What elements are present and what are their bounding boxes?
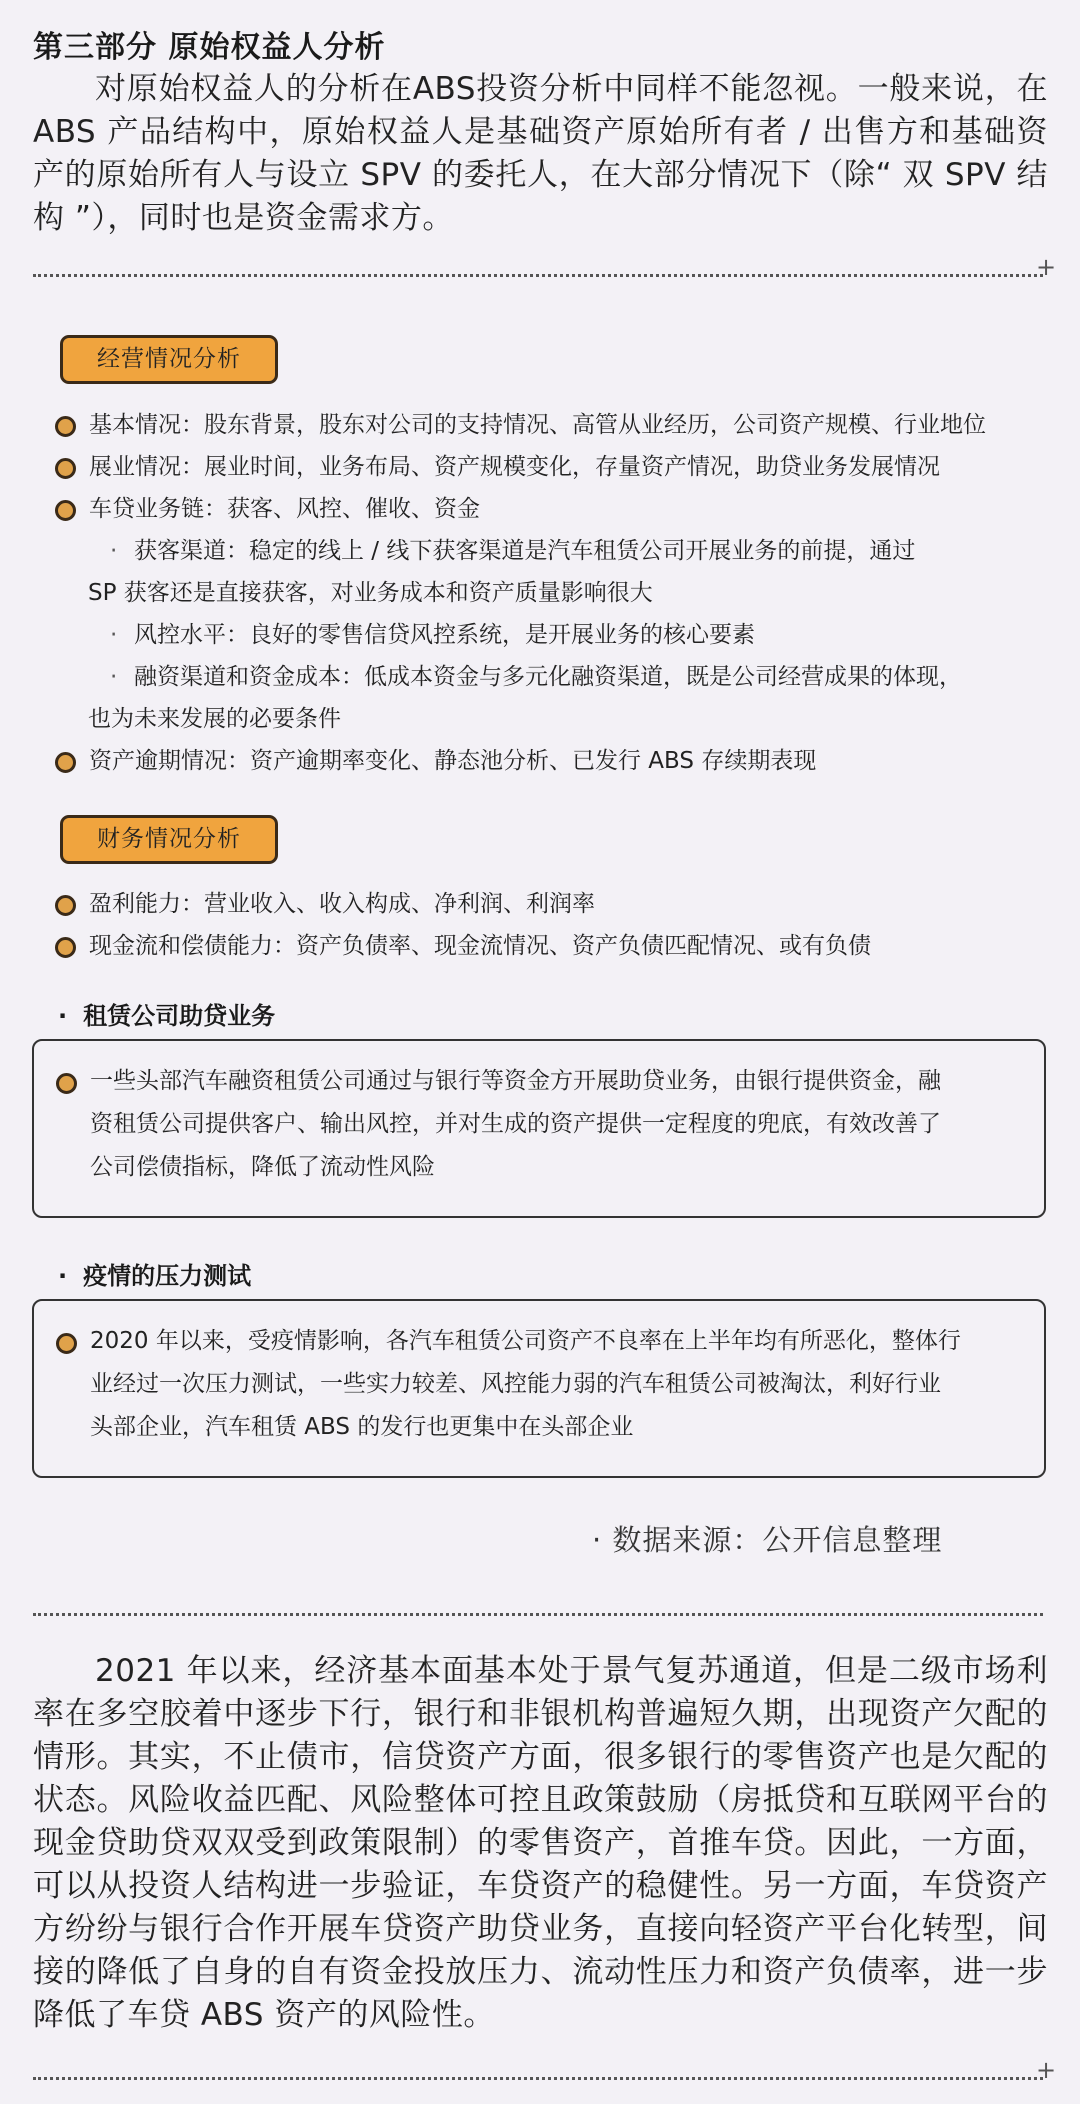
bullet-icon bbox=[56, 1073, 77, 1094]
bullet-icon bbox=[56, 1333, 77, 1354]
sub-list-item-continuation: 也为未来发展的必要条件 bbox=[88, 706, 341, 732]
sub-bullet-icon: · bbox=[110, 664, 118, 690]
stress-test-box-text: 2020 年以来，受疫情影响，各汽车租赁公司资产不良率在上半年均有所恶化，整体行 业经过一次压力测试，一些实力较差、风控能力弱的汽车租赁公司被淘汰，利好行业 头部企业，汽车租赁 ABS 的发行也更集中在头部企业 bbox=[90, 1328, 961, 1440]
sub-list-item: · 获客渠道：稳定的线上 / 线下获客渠道是汽车租赁公司开展业务的前提，通过 bbox=[110, 530, 1045, 572]
sub-list-item: · 融资渠道和资金成本：低成本资金与多元化融资渠道，既是公司经营成果的体现， bbox=[110, 656, 1045, 698]
closing-paragraph: 2021 年以来，经济基本面基本处于景气复苏通道，但是二级市场利率在多空胶着中逐步下行，银行和非银机构普遍短久期，出现资产欠配的情形。其实，不止债市，信贷资产方面，很多银行的零售资产也是欠配的状态。风险收益匹配、风险整体可控且政策鼓励（房抵贷和互联网平台的现金贷助贷双双受到政策限制）的零售资产，首推车贷。因此，一方面，可以从投资人结构进一步验证，车贷资产的稳健性。另一方面，车贷资产方纷纷与银行合作开展车贷资产助贷业务，直接向轻资产平台化转型，间接的降低了自身的自有资金投放压力、流动性压力和资产负债率，进一步降低了车贷 ABS 资产的风险性。 bbox=[33, 1653, 1048, 2033]
leasing-heading: · 租赁公司助贷业务 bbox=[58, 1002, 276, 1030]
sub-bullet-icon: · bbox=[110, 538, 118, 564]
sub-list-item: · 风控水平：良好的零售信贷风控系统，是开展业务的核心要素 bbox=[110, 614, 1045, 656]
dotted-divider bbox=[33, 1613, 1043, 1616]
heading-bullet-icon: · bbox=[58, 1262, 68, 1290]
list-item: 资产逾期情况：资产逾期率变化、静态池分析、已发行 ABS 存续期表现 bbox=[55, 740, 1035, 782]
bullet-icon bbox=[55, 937, 76, 958]
data-source-note: · 数据来源：公开信息整理 bbox=[592, 1523, 943, 1557]
intro-paragraph: 对原始权益人的分析在ABS投资分析中同样不能忽视。一般来说，在 ABS 产品结构中，原始权益人是基础资产原始所有者 / 出售方和基础资产的原始所有人与设立 SPV 的委托人，在大部分情况下（除“ 双 SPV 结构 ”），同时也是资金需求方。 bbox=[33, 71, 1048, 236]
dotted-divider bbox=[33, 2077, 1043, 2080]
list-item: 车贷业务链：获客、风控、催收、资金 bbox=[55, 488, 1035, 530]
sub-list-item-continuation: SP 获客还是直接获客，对业务成本和资产质量影响很大 bbox=[88, 580, 653, 606]
plus-icon: + bbox=[1036, 2056, 1057, 2084]
sub-bullet-icon: · bbox=[110, 622, 118, 648]
bullet-icon bbox=[55, 752, 76, 773]
dotted-divider bbox=[33, 274, 1043, 277]
list-item: 现金流和偿债能力：资产负债率、现金流情况、资产负债匹配情况、或有负债 bbox=[55, 925, 1035, 967]
heading-bullet-icon: · bbox=[58, 1002, 68, 1030]
leasing-box-text: 一些头部汽车融资租赁公司通过与银行等资金方开展助贷业务，由银行提供资金，融 资租赁公司提供客户、输出风控，并对生成的资产提供一定程度的兜底，有效改善了 公司偿债指标，降低了流动性风险 bbox=[90, 1068, 941, 1180]
bullet-icon bbox=[55, 458, 76, 479]
list-item: 盈利能力：营业收入、收入构成、净利润、利润率 bbox=[55, 883, 1035, 925]
section-title: 第三部分 原始权益人分析 bbox=[33, 30, 386, 65]
plus-icon: + bbox=[1036, 253, 1057, 281]
list-item: 基本情况：股东背景，股东对公司的支持情况、高管从业经历，公司资产规模、行业地位 bbox=[55, 404, 1035, 446]
list-item: 展业情况：展业时间，业务布局、资产规模变化，存量资产情况，助贷业务发展情况 bbox=[55, 446, 1035, 488]
bullet-icon bbox=[55, 500, 76, 521]
stress-test-heading: · 疫情的压力测试 bbox=[58, 1262, 252, 1290]
bullet-icon bbox=[55, 895, 76, 916]
operation-analysis-tag: 经营情况分析 bbox=[60, 335, 278, 384]
finance-analysis-tag: 财务情况分析 bbox=[60, 815, 278, 864]
bullet-icon bbox=[55, 416, 76, 437]
